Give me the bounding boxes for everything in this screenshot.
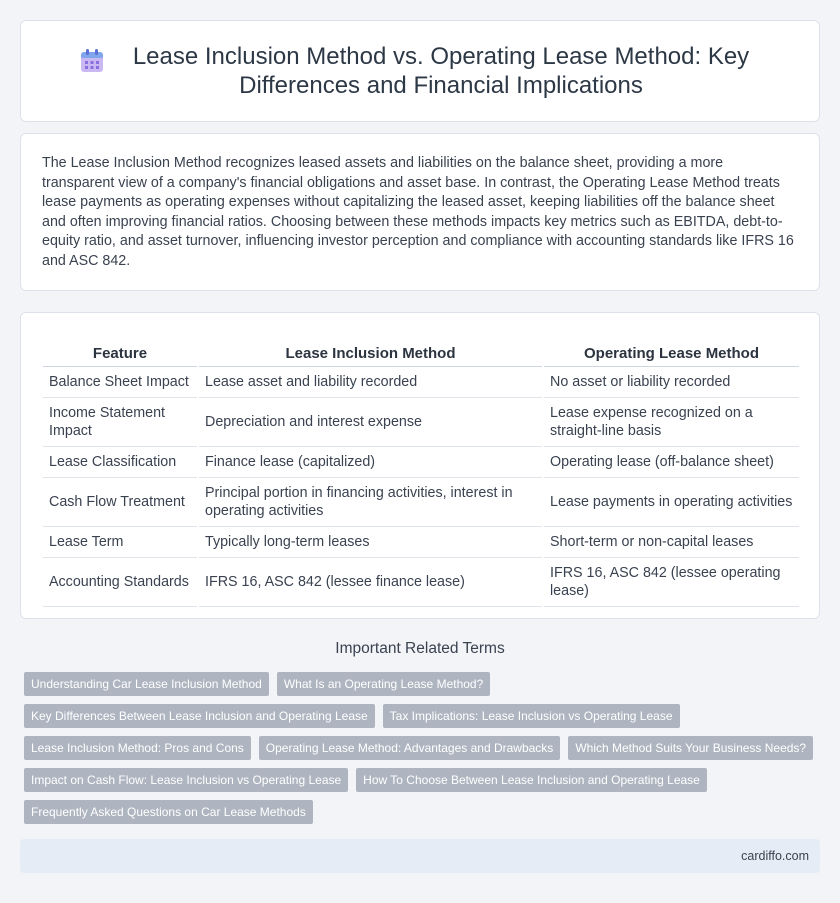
comparison-table (43, 333, 799, 607)
feature-cell: Income Statement Impact (43, 398, 198, 447)
related-terms-tags (24, 672, 824, 832)
header-operating-lease: Operating Lease Method (543, 333, 799, 367)
related-term-tag[interactable]: Which Method Suits Your Business Needs? (568, 736, 813, 760)
intro-card (20, 133, 820, 291)
related-term-tag[interactable]: How To Choose Between Lease Inclusion and Operating Lease (356, 768, 707, 792)
table-row (43, 447, 799, 478)
related-term-tag[interactable]: Frequently Asked Questions on Car Lease Methods (24, 800, 313, 824)
header-lease-inclusion: Lease Inclusion Method (198, 333, 543, 367)
footer-site-link[interactable]: cardiffo.com (741, 849, 809, 863)
inclusion-cell: Lease asset and liability recorded (198, 367, 543, 398)
feature-cell: Accounting Standards (43, 558, 198, 607)
header-feature: Feature (43, 333, 198, 367)
footer (20, 839, 820, 873)
table-row (43, 478, 799, 527)
inclusion-cell: Depreciation and interest expense (198, 398, 543, 447)
feature-cell: Lease Classification (43, 447, 198, 478)
related-term-tag[interactable]: Lease Inclusion Method: Pros and Cons (24, 736, 251, 760)
operating-cell: Operating lease (off-balance sheet) (543, 447, 799, 478)
page-title: Lease Inclusion Method vs. Operating Lease Method: Key Differences and Financial Implications (132, 43, 750, 99)
intro-paragraph: The Lease Inclusion Method recognizes leased assets and liabilities on the balance sheet, providing a more transparent view of a company's financial obligations and asset base. In contrast, the Operating Lease Method treats lease payments as operating expenses without capitalizing the leased asset, keeping liabilities off the balance sheet and often improving financial ratios. Choosing between these methods impacts key metrics such as EBITDA, debt-to-equity ratio, and asset turnover, influencing investor perception and compliance with accounting standards like IFRS 16 and ASC 842. (42, 155, 794, 269)
inclusion-cell: Principal portion in financing activities, interest in operating activities (198, 478, 543, 527)
operating-cell: Lease expense recognized on a straight-line basis (543, 398, 799, 447)
related-term-tag[interactable]: Key Differences Between Lease Inclusion and Operating Lease (24, 704, 375, 728)
table-row (43, 398, 799, 447)
related-term-tag[interactable]: Operating Lease Method: Advantages and Drawbacks (259, 736, 561, 760)
related-term-tag[interactable]: Understanding Car Lease Inclusion Method (24, 672, 269, 696)
table-row (43, 367, 799, 398)
table-row (43, 558, 799, 607)
operating-cell: No asset or liability recorded (543, 367, 799, 398)
related-term-tag[interactable]: Impact on Cash Flow: Lease Inclusion vs Operating Lease (24, 768, 348, 792)
table-row (43, 527, 799, 558)
inclusion-cell: Finance lease (capitalized) (198, 447, 543, 478)
title-card (20, 20, 820, 122)
inclusion-cell: Typically long-term leases (198, 527, 543, 558)
related-term-tag[interactable]: Tax Implications: Lease Inclusion vs Operating Lease (383, 704, 680, 728)
inclusion-cell: IFRS 16, ASC 842 (lessee finance lease) (198, 558, 543, 607)
comparison-table-card (20, 312, 820, 619)
operating-cell: Short-term or non-capital leases (543, 527, 799, 558)
feature-cell: Lease Term (43, 527, 198, 558)
operating-cell: IFRS 16, ASC 842 (lessee operating lease) (543, 558, 799, 607)
table-header-row (43, 333, 799, 367)
calendar-icon (79, 48, 105, 74)
related-terms-title: Important Related Terms (335, 640, 505, 657)
feature-cell: Balance Sheet Impact (43, 367, 198, 398)
feature-cell: Cash Flow Treatment (43, 478, 198, 527)
operating-cell: Lease payments in operating activities (543, 478, 799, 527)
related-term-tag[interactable]: What Is an Operating Lease Method? (277, 672, 490, 696)
